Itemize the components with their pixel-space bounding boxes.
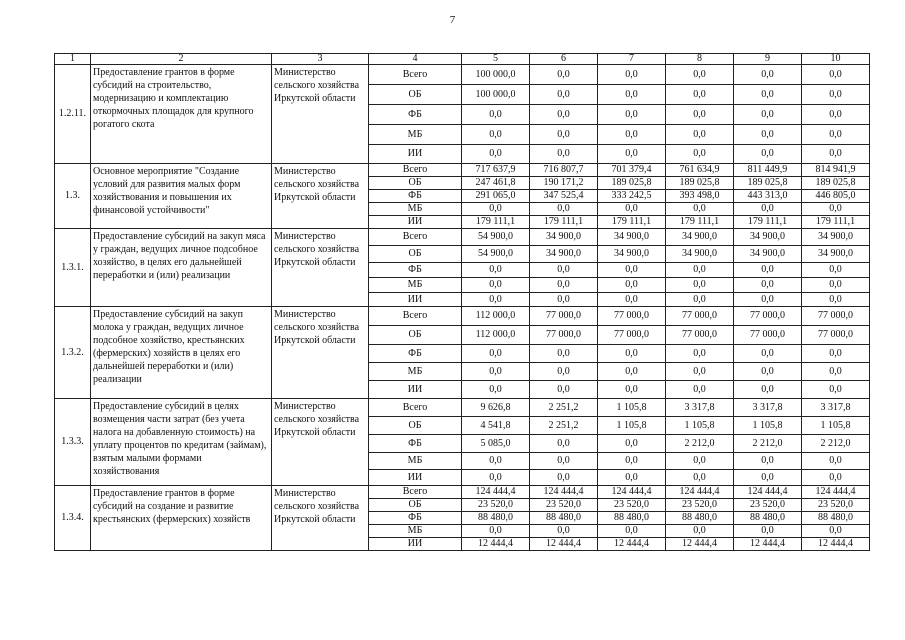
amount-cell: 0,0 xyxy=(802,145,870,164)
page-number: 7 xyxy=(449,14,456,26)
amount-cell: 0,0 xyxy=(802,293,870,307)
amount-cell: 189 025,8 xyxy=(734,177,802,190)
activity-name: Предоставление субсидий на закуп молока у граждан, ведущих личное подсобное хозяйство, крестьянских (фермерских) хозяйств в целях его дальнейшей переработки и (или) реализации xyxy=(91,307,272,399)
funding-source: ФБ xyxy=(369,190,462,203)
funding-source: ИИ xyxy=(369,293,462,307)
funding-source: ФБ xyxy=(369,345,462,363)
amount-cell: 0,0 xyxy=(802,65,870,85)
column-header: 3 xyxy=(272,54,369,65)
amount-cell: 5 085,0 xyxy=(462,435,530,453)
funding-source: МБ xyxy=(369,453,462,470)
table-row xyxy=(55,307,870,326)
amount-cell: 443 313,0 xyxy=(734,190,802,203)
amount-cell: 0,0 xyxy=(598,145,666,164)
amount-cell: 0,0 xyxy=(598,263,666,278)
item-number: 1.3. xyxy=(55,164,91,229)
column-header: 10 xyxy=(802,54,870,65)
amount-cell: 0,0 xyxy=(530,381,598,399)
column-header: 7 xyxy=(598,54,666,65)
funding-source: ФБ xyxy=(369,435,462,453)
amount-cell: 0,0 xyxy=(802,363,870,381)
amount-cell: 88 480,0 xyxy=(666,512,734,525)
amount-cell: 0,0 xyxy=(598,293,666,307)
amount-cell: 124 444,4 xyxy=(734,486,802,499)
amount-cell: 179 111,1 xyxy=(666,216,734,229)
amount-cell: 34 900,0 xyxy=(666,229,734,246)
amount-cell: 112 000,0 xyxy=(462,326,530,345)
amount-cell: 0,0 xyxy=(802,381,870,399)
amount-cell: 0,0 xyxy=(734,278,802,293)
amount-cell: 814 941,9 xyxy=(802,164,870,177)
funding-source: ИИ xyxy=(369,216,462,229)
amount-cell: 179 111,1 xyxy=(734,216,802,229)
amount-cell: 0,0 xyxy=(462,203,530,216)
amount-cell: 3 317,8 xyxy=(802,399,870,417)
activity-name: Предоставление грантов в форме субсидий на создание и развитие крестьянских (фермерских) хозяйств xyxy=(91,486,272,551)
column-header: 5 xyxy=(462,54,530,65)
amount-cell: 34 900,0 xyxy=(598,229,666,246)
amount-cell: 0,0 xyxy=(666,293,734,307)
amount-cell: 0,0 xyxy=(462,278,530,293)
amount-cell: 0,0 xyxy=(530,145,598,164)
amount-cell: 0,0 xyxy=(530,470,598,486)
amount-cell: 811 449,9 xyxy=(734,164,802,177)
funding-source: ОБ xyxy=(369,85,462,105)
funding-source: МБ xyxy=(369,278,462,293)
amount-cell: 0,0 xyxy=(530,125,598,145)
amount-cell: 34 900,0 xyxy=(598,246,666,263)
amount-cell: 23 520,0 xyxy=(462,499,530,512)
amount-cell: 0,0 xyxy=(530,525,598,538)
amount-cell: 0,0 xyxy=(734,203,802,216)
amount-cell: 0,0 xyxy=(734,363,802,381)
amount-cell: 0,0 xyxy=(802,470,870,486)
amount-cell: 2 212,0 xyxy=(666,435,734,453)
amount-cell: 77 000,0 xyxy=(802,307,870,326)
amount-cell: 1 105,8 xyxy=(666,417,734,435)
amount-cell: 0,0 xyxy=(598,363,666,381)
amount-cell: 179 111,1 xyxy=(530,216,598,229)
executor: Министерство сельского хозяйства Иркутской области xyxy=(272,486,369,551)
amount-cell: 0,0 xyxy=(802,203,870,216)
amount-cell: 12 444,4 xyxy=(462,538,530,551)
funding-source: Всего xyxy=(369,486,462,499)
amount-cell: 0,0 xyxy=(530,345,598,363)
column-header: 1 xyxy=(55,54,91,65)
amount-cell: 333 242,5 xyxy=(598,190,666,203)
amount-cell: 0,0 xyxy=(666,65,734,85)
amount-cell: 0,0 xyxy=(598,435,666,453)
funding-source: ФБ xyxy=(369,263,462,278)
amount-cell: 88 480,0 xyxy=(734,512,802,525)
activity-name: Предоставление субсидий на закуп мяса у граждан, ведущих личное подсобное хозяйство, в целях его дальнейшей переработки и (или) реализации xyxy=(91,229,272,307)
executor: Министерство сельского хозяйства Иркутской области xyxy=(272,307,369,399)
column-header: 9 xyxy=(734,54,802,65)
amount-cell: 0,0 xyxy=(802,278,870,293)
activity-name: Предоставление субсидий в целях возмещения части затрат (без учета налога на добавленную стоимость) на уплату процентов по кредитам (займам), взятым малыми формами хозяйствования xyxy=(91,399,272,486)
amount-cell: 0,0 xyxy=(666,470,734,486)
amount-cell: 77 000,0 xyxy=(530,307,598,326)
amount-cell: 1 105,8 xyxy=(598,417,666,435)
funding-source: Всего xyxy=(369,307,462,326)
funding-source: МБ xyxy=(369,125,462,145)
activity-name: Предоставление грантов в форме субсидий на строительство, модернизацию и комплектацию откормочных площадок для крупного рогатого скота xyxy=(91,65,272,164)
table-row xyxy=(55,164,870,177)
funding-source: МБ xyxy=(369,525,462,538)
amount-cell: 0,0 xyxy=(666,105,734,125)
funding-source: МБ xyxy=(369,363,462,381)
amount-cell: 124 444,4 xyxy=(598,486,666,499)
amount-cell: 23 520,0 xyxy=(598,499,666,512)
amount-cell: 347 525,4 xyxy=(530,190,598,203)
table-row xyxy=(55,399,870,417)
amount-cell: 54 900,0 xyxy=(462,229,530,246)
amount-cell: 4 541,8 xyxy=(462,417,530,435)
amount-cell: 23 520,0 xyxy=(734,499,802,512)
funding-source: Всего xyxy=(369,229,462,246)
amount-cell: 3 317,8 xyxy=(734,399,802,417)
amount-cell: 0,0 xyxy=(530,363,598,381)
amount-cell: 77 000,0 xyxy=(666,326,734,345)
amount-cell: 0,0 xyxy=(598,65,666,85)
amount-cell: 0,0 xyxy=(462,470,530,486)
amount-cell: 0,0 xyxy=(462,263,530,278)
amount-cell: 77 000,0 xyxy=(598,326,666,345)
amount-cell: 23 520,0 xyxy=(530,499,598,512)
amount-cell: 0,0 xyxy=(598,85,666,105)
amount-cell: 2 212,0 xyxy=(734,435,802,453)
amount-cell: 0,0 xyxy=(530,65,598,85)
amount-cell: 77 000,0 xyxy=(530,326,598,345)
amount-cell: 0,0 xyxy=(462,381,530,399)
funding-source: ФБ xyxy=(369,512,462,525)
amount-cell: 54 900,0 xyxy=(462,246,530,263)
amount-cell: 100 000,0 xyxy=(462,85,530,105)
amount-cell: 0,0 xyxy=(598,525,666,538)
amount-cell: 0,0 xyxy=(734,125,802,145)
amount-cell: 0,0 xyxy=(530,105,598,125)
amount-cell: 2 251,2 xyxy=(530,399,598,417)
amount-cell: 124 444,4 xyxy=(666,486,734,499)
funding-source: ОБ xyxy=(369,177,462,190)
column-number-row xyxy=(55,54,870,65)
amount-cell: 0,0 xyxy=(530,293,598,307)
amount-cell: 0,0 xyxy=(598,105,666,125)
funding-source: ОБ xyxy=(369,417,462,435)
amount-cell: 124 444,4 xyxy=(530,486,598,499)
amount-cell: 0,0 xyxy=(462,145,530,164)
amount-cell: 0,0 xyxy=(462,345,530,363)
amount-cell: 88 480,0 xyxy=(598,512,666,525)
amount-cell: 0,0 xyxy=(530,203,598,216)
amount-cell: 291 065,0 xyxy=(462,190,530,203)
funding-source: ОБ xyxy=(369,499,462,512)
amount-cell: 0,0 xyxy=(666,125,734,145)
amount-cell: 77 000,0 xyxy=(734,307,802,326)
activity-name: Основное мероприятие "Создание условий для развития малых форм хозяйствования и повышения их финансовой устойчивости" xyxy=(91,164,272,229)
funding-source: ИИ xyxy=(369,470,462,486)
amount-cell: 0,0 xyxy=(598,203,666,216)
table-body xyxy=(55,65,870,551)
funding-source: ИИ xyxy=(369,145,462,164)
amount-cell: 100 000,0 xyxy=(462,65,530,85)
amount-cell: 34 900,0 xyxy=(530,246,598,263)
amount-cell: 77 000,0 xyxy=(734,326,802,345)
amount-cell: 34 900,0 xyxy=(666,246,734,263)
executor: Министерство сельского хозяйства Иркутской области xyxy=(272,399,369,486)
funding-source: ОБ xyxy=(369,246,462,263)
amount-cell: 0,0 xyxy=(598,470,666,486)
amount-cell: 1 105,8 xyxy=(734,417,802,435)
table-row xyxy=(55,229,870,246)
funding-source: МБ xyxy=(369,203,462,216)
amount-cell: 0,0 xyxy=(598,278,666,293)
amount-cell: 0,0 xyxy=(462,363,530,381)
amount-cell: 247 461,8 xyxy=(462,177,530,190)
item-number: 1.3.2. xyxy=(55,307,91,399)
amount-cell: 0,0 xyxy=(666,525,734,538)
amount-cell: 88 480,0 xyxy=(530,512,598,525)
amount-cell: 34 900,0 xyxy=(530,229,598,246)
amount-cell: 701 379,4 xyxy=(598,164,666,177)
funding-source: ИИ xyxy=(369,538,462,551)
amount-cell: 1 105,8 xyxy=(598,399,666,417)
amount-cell: 189 025,8 xyxy=(666,177,734,190)
amount-cell: 77 000,0 xyxy=(666,307,734,326)
amount-cell: 12 444,4 xyxy=(666,538,734,551)
amount-cell: 0,0 xyxy=(530,278,598,293)
amount-cell: 2 212,0 xyxy=(802,435,870,453)
amount-cell: 0,0 xyxy=(734,65,802,85)
amount-cell: 0,0 xyxy=(734,293,802,307)
table-row xyxy=(55,65,870,85)
amount-cell: 0,0 xyxy=(734,525,802,538)
budget-table xyxy=(54,53,870,551)
amount-cell: 88 480,0 xyxy=(802,512,870,525)
column-header: 4 xyxy=(369,54,462,65)
amount-cell: 0,0 xyxy=(598,345,666,363)
amount-cell: 0,0 xyxy=(802,85,870,105)
amount-cell: 88 480,0 xyxy=(462,512,530,525)
amount-cell: 179 111,1 xyxy=(462,216,530,229)
amount-cell: 0,0 xyxy=(802,263,870,278)
amount-cell: 0,0 xyxy=(666,145,734,164)
amount-cell: 0,0 xyxy=(666,203,734,216)
table-row xyxy=(55,486,870,499)
amount-cell: 0,0 xyxy=(598,381,666,399)
amount-cell: 0,0 xyxy=(666,278,734,293)
amount-cell: 124 444,4 xyxy=(462,486,530,499)
amount-cell: 0,0 xyxy=(598,125,666,145)
amount-cell: 112 000,0 xyxy=(462,307,530,326)
amount-cell: 0,0 xyxy=(462,525,530,538)
funding-source: ФБ xyxy=(369,105,462,125)
amount-cell: 0,0 xyxy=(666,363,734,381)
amount-cell: 179 111,1 xyxy=(802,216,870,229)
amount-cell: 77 000,0 xyxy=(802,326,870,345)
funding-source: ОБ xyxy=(369,326,462,345)
amount-cell: 0,0 xyxy=(734,263,802,278)
amount-cell: 0,0 xyxy=(802,525,870,538)
amount-cell: 12 444,4 xyxy=(802,538,870,551)
executor: Министерство сельского хозяйства Иркутской области xyxy=(272,65,369,164)
funding-source: Всего xyxy=(369,164,462,177)
column-header: 2 xyxy=(91,54,272,65)
amount-cell: 0,0 xyxy=(802,125,870,145)
column-header: 8 xyxy=(666,54,734,65)
amount-cell: 0,0 xyxy=(734,381,802,399)
amount-cell: 0,0 xyxy=(666,345,734,363)
amount-cell: 9 626,8 xyxy=(462,399,530,417)
amount-cell: 34 900,0 xyxy=(802,246,870,263)
amount-cell: 0,0 xyxy=(462,293,530,307)
amount-cell: 0,0 xyxy=(462,125,530,145)
amount-cell: 0,0 xyxy=(734,85,802,105)
item-number: 1.3.1. xyxy=(55,229,91,307)
amount-cell: 716 807,7 xyxy=(530,164,598,177)
executor: Министерство сельского хозяйства Иркутской области xyxy=(272,164,369,229)
amount-cell: 717 637,9 xyxy=(462,164,530,177)
funding-source: ИИ xyxy=(369,381,462,399)
amount-cell: 0,0 xyxy=(802,105,870,125)
amount-cell: 0,0 xyxy=(734,345,802,363)
funding-source: Всего xyxy=(369,399,462,417)
amount-cell: 12 444,4 xyxy=(598,538,666,551)
amount-cell: 3 317,8 xyxy=(666,399,734,417)
amount-cell: 2 251,2 xyxy=(530,417,598,435)
amount-cell: 393 498,0 xyxy=(666,190,734,203)
amount-cell: 124 444,4 xyxy=(802,486,870,499)
amount-cell: 1 105,8 xyxy=(802,417,870,435)
amount-cell: 0,0 xyxy=(666,453,734,470)
item-number: 1.3.3. xyxy=(55,399,91,486)
amount-cell: 446 805,0 xyxy=(802,190,870,203)
item-number: 1.2.11. xyxy=(55,65,91,164)
amount-cell: 0,0 xyxy=(666,85,734,105)
amount-cell: 761 634,9 xyxy=(666,164,734,177)
amount-cell: 0,0 xyxy=(666,263,734,278)
amount-cell: 0,0 xyxy=(666,381,734,399)
amount-cell: 0,0 xyxy=(734,453,802,470)
amount-cell: 0,0 xyxy=(530,263,598,278)
amount-cell: 0,0 xyxy=(734,470,802,486)
amount-cell: 189 025,8 xyxy=(802,177,870,190)
amount-cell: 189 025,8 xyxy=(598,177,666,190)
column-header: 6 xyxy=(530,54,598,65)
funding-source: Всего xyxy=(369,65,462,85)
executor: Министерство сельского хозяйства Иркутской области xyxy=(272,229,369,307)
amount-cell: 23 520,0 xyxy=(666,499,734,512)
amount-cell: 0,0 xyxy=(530,85,598,105)
amount-cell: 0,0 xyxy=(734,105,802,125)
amount-cell: 34 900,0 xyxy=(802,229,870,246)
amount-cell: 23 520,0 xyxy=(802,499,870,512)
amount-cell: 77 000,0 xyxy=(598,307,666,326)
amount-cell: 0,0 xyxy=(802,345,870,363)
amount-cell: 34 900,0 xyxy=(734,229,802,246)
amount-cell: 0,0 xyxy=(802,453,870,470)
amount-cell: 0,0 xyxy=(530,435,598,453)
amount-cell: 12 444,4 xyxy=(734,538,802,551)
amount-cell: 34 900,0 xyxy=(734,246,802,263)
amount-cell: 179 111,1 xyxy=(598,216,666,229)
amount-cell: 0,0 xyxy=(598,453,666,470)
amount-cell: 0,0 xyxy=(462,105,530,125)
amount-cell: 190 171,2 xyxy=(530,177,598,190)
amount-cell: 0,0 xyxy=(462,453,530,470)
amount-cell: 12 444,4 xyxy=(530,538,598,551)
amount-cell: 0,0 xyxy=(734,145,802,164)
item-number: 1.3.4. xyxy=(55,486,91,551)
amount-cell: 0,0 xyxy=(530,453,598,470)
